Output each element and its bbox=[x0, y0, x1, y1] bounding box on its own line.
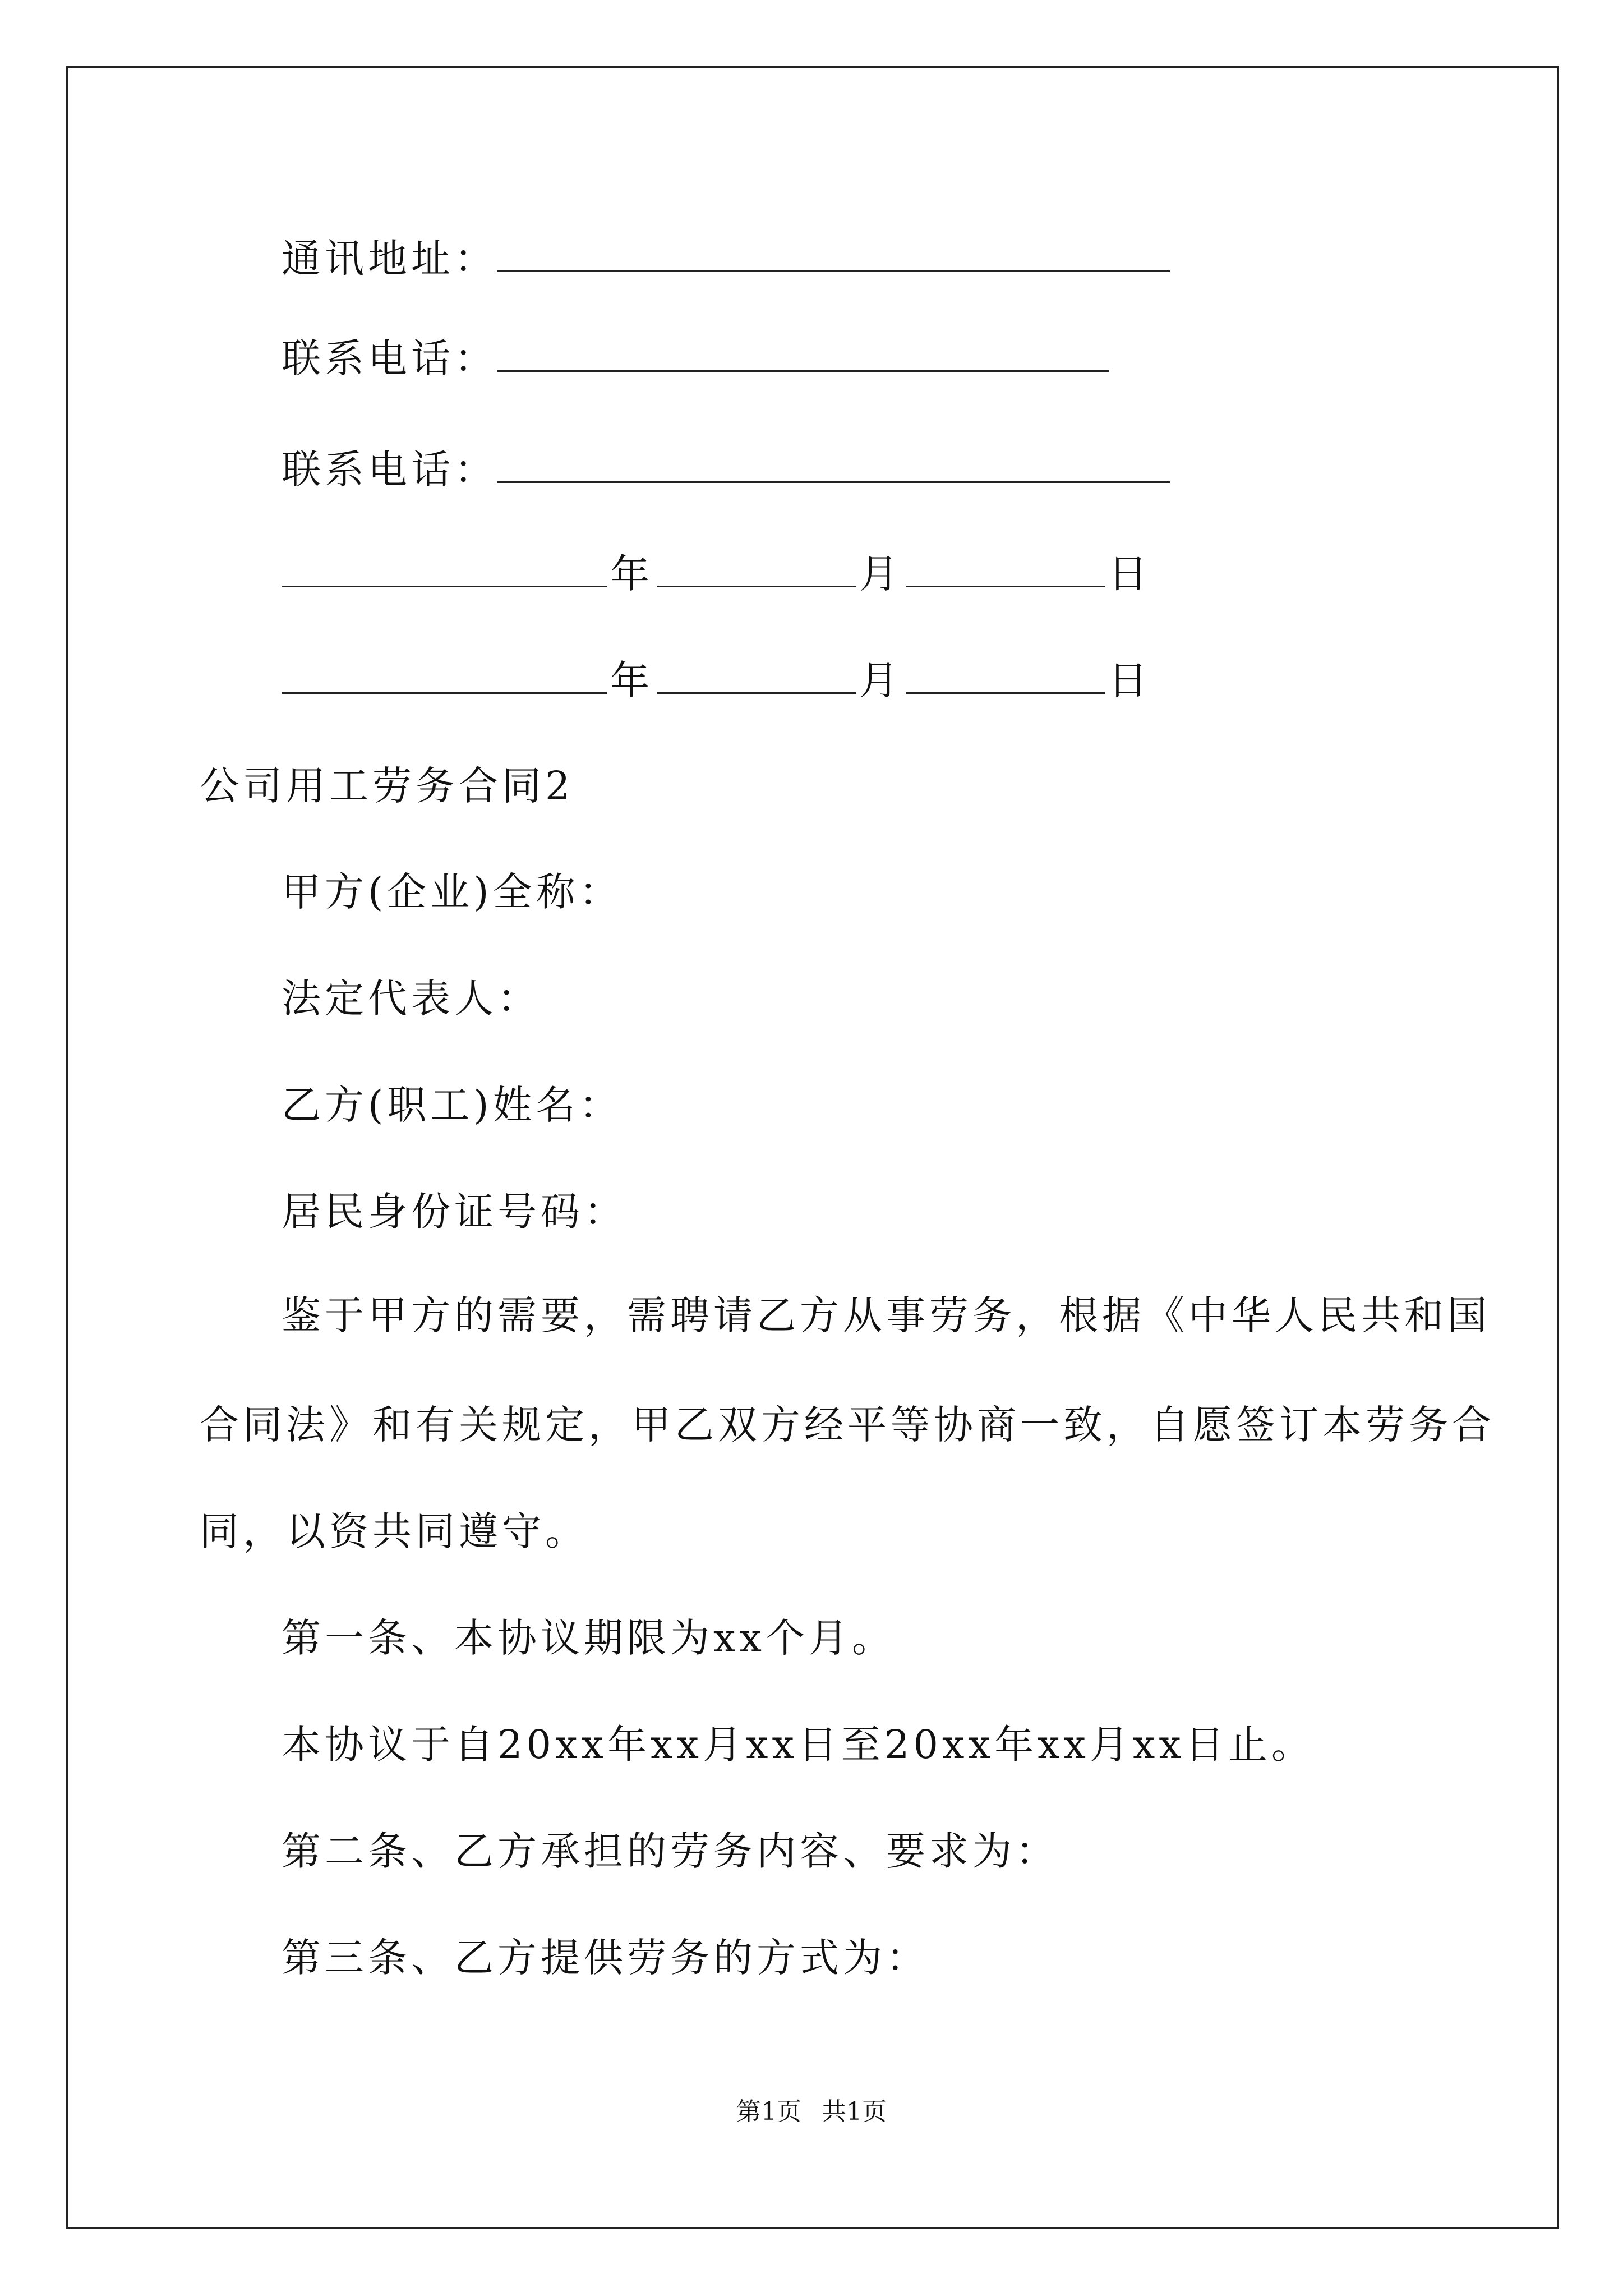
address-label: 通讯地址： bbox=[282, 236, 497, 282]
date-line-1 bbox=[282, 551, 1155, 597]
phone-line-1 bbox=[282, 335, 1109, 381]
article-3: 第三条、乙方提供劳务的方式为： bbox=[282, 1935, 929, 1981]
address-blank bbox=[497, 236, 1170, 272]
phone-blank-1 bbox=[497, 335, 1109, 372]
page-total: 共1页 bbox=[822, 2097, 887, 2126]
day-blank bbox=[906, 657, 1105, 694]
preamble-line-2: 合同法》和有关规定，甲乙双方经平等协商一致，自愿签订本劳务合 bbox=[200, 1402, 1495, 1448]
phone-label-2: 联系电话： bbox=[282, 447, 497, 493]
page-border bbox=[66, 66, 1559, 2229]
page-footer bbox=[0, 2091, 1623, 2127]
page-number: 第1页 bbox=[736, 2097, 801, 2126]
day-blank bbox=[906, 551, 1105, 587]
party-b-line: 乙方(职工)姓名： bbox=[282, 1082, 623, 1128]
preamble-line-3: 同，以资共同遵守。 bbox=[200, 1508, 588, 1554]
contract-period: 本协议于自20xx年xx月xx日至20xx年xx月xx日止。 bbox=[282, 1722, 1315, 1768]
date-line-2 bbox=[282, 657, 1155, 703]
party-a-line: 甲方(企业)全称： bbox=[282, 869, 623, 915]
day-unit: 日 bbox=[1108, 551, 1151, 597]
day-unit: 日 bbox=[1108, 657, 1151, 703]
preamble-line-1: 鉴于甲方的需要，需聘请乙方从事劳务，根据《中华人民共和国 bbox=[282, 1292, 1491, 1338]
address-line bbox=[282, 236, 1170, 282]
month-blank bbox=[657, 551, 856, 587]
contract-title: 公司用工劳务合同2 bbox=[200, 763, 574, 809]
month-unit: 月 bbox=[859, 657, 902, 703]
month-blank bbox=[657, 657, 856, 694]
legal-rep-line: 法定代表人： bbox=[282, 976, 541, 1022]
year-blank bbox=[282, 657, 607, 694]
phone-line-2 bbox=[282, 447, 1170, 493]
article-1: 第一条、本协议期限为xx个月。 bbox=[282, 1615, 895, 1661]
id-number-line: 居民身份证号码： bbox=[282, 1189, 627, 1235]
article-2: 第二条、乙方承担的劳务内容、要求为： bbox=[282, 1828, 1059, 1874]
phone-label-1: 联系电话： bbox=[282, 335, 497, 381]
year-blank bbox=[282, 551, 607, 587]
month-unit: 月 bbox=[859, 551, 902, 597]
phone-blank-2 bbox=[497, 447, 1170, 483]
year-unit: 年 bbox=[610, 551, 653, 597]
year-unit: 年 bbox=[610, 657, 653, 703]
